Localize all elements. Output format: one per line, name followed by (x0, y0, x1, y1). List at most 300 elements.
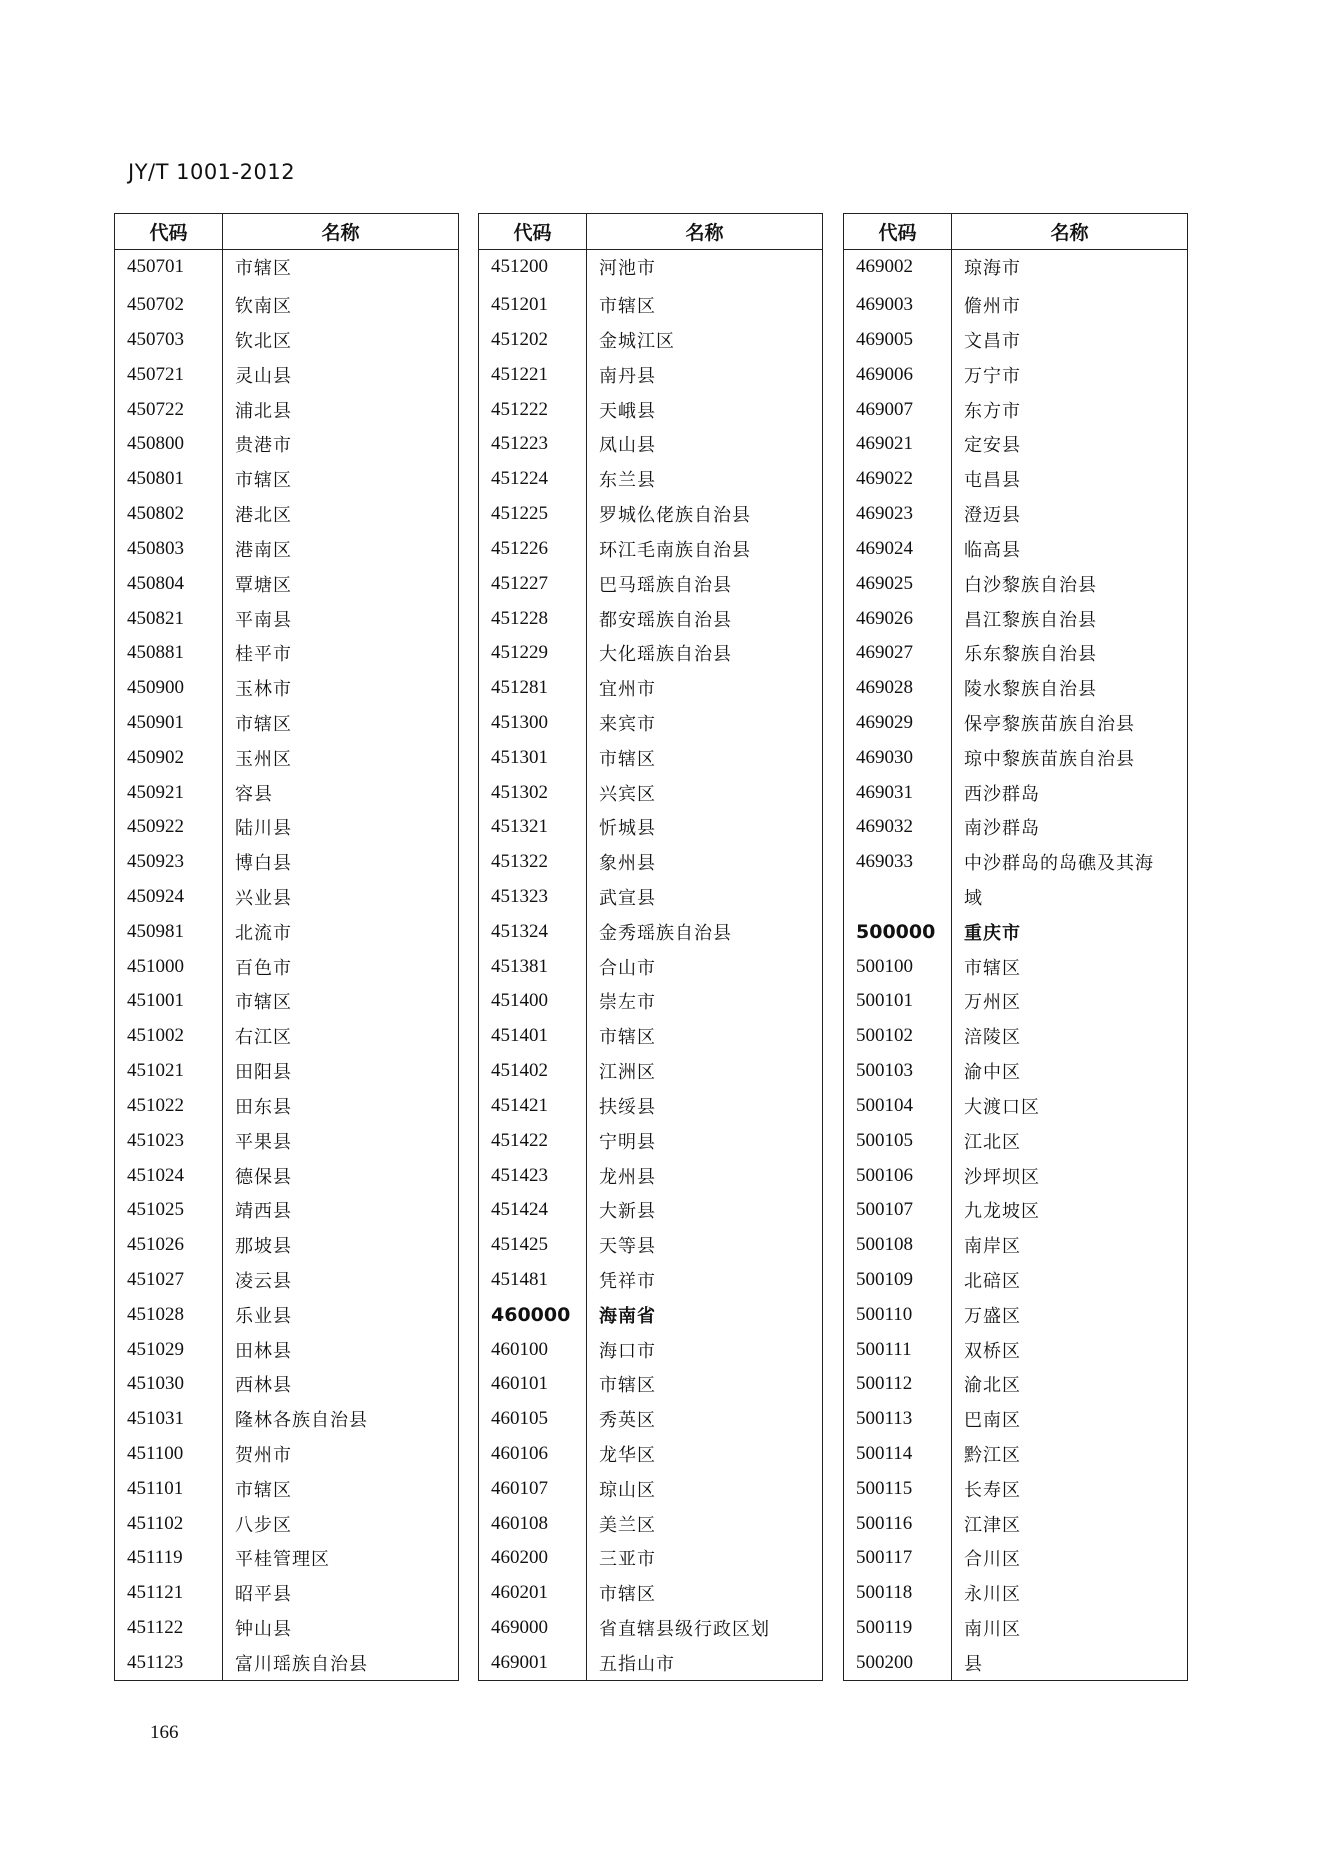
region-code-cell: 500100 (844, 949, 952, 984)
region-code-cell: 451228 (479, 601, 587, 636)
region-code-cell: 451402 (479, 1054, 587, 1089)
region-code-cell: 451026 (115, 1228, 223, 1263)
region-name-cell: 容县 (235, 783, 273, 805)
region-name-cell: 天等县 (599, 1236, 656, 1258)
region-code-cell: 500111 (844, 1332, 952, 1367)
region-name-cell: 市辖区 (599, 1584, 656, 1606)
region-code-cell: 469007 (844, 392, 952, 427)
table-row (844, 1054, 1187, 1089)
table-row (479, 1019, 822, 1054)
region-name-cell: 平南县 (235, 609, 292, 631)
region-name-cell: 凌云县 (235, 1270, 292, 1292)
region-name-cell: 巴马瑶族自治县 (599, 574, 732, 596)
table-row (479, 1367, 822, 1402)
table-row (479, 880, 822, 915)
region-name-cell: 秀英区 (599, 1410, 656, 1432)
region-name-cell: 白沙黎族自治县 (964, 574, 1097, 596)
table-row (844, 392, 1187, 427)
region-code-cell: 451201 (479, 285, 587, 323)
region-code-cell: 450801 (115, 462, 223, 497)
region-name-cell: 靖西县 (235, 1201, 292, 1223)
table-row (844, 706, 1187, 741)
region-name-cell: 河池市 (599, 258, 656, 280)
region-code-cell: 451400 (479, 984, 587, 1019)
table-row (479, 845, 822, 880)
column-header-name: 名称 (223, 214, 459, 250)
table-row (479, 1576, 822, 1611)
region-code-cell: 469001 (479, 1646, 587, 1681)
region-name-cell: 玉州区 (235, 748, 292, 770)
region-code-cell: 460105 (479, 1402, 587, 1437)
region-name-cell: 市辖区 (599, 748, 656, 770)
table-row (844, 1471, 1187, 1506)
table-row (479, 1089, 822, 1124)
table-row (115, 914, 458, 949)
region-name-cell: 乐业县 (235, 1305, 292, 1327)
region-name-cell: 东方市 (964, 400, 1021, 422)
region-name-cell: 巴南区 (964, 1410, 1021, 1432)
region-name-cell: 北流市 (235, 922, 292, 944)
region-code-cell: 451028 (115, 1297, 223, 1332)
table-row (115, 1054, 458, 1089)
region-code-cell: 451302 (479, 775, 587, 810)
table-row (115, 775, 458, 810)
region-code-cell: 450902 (115, 740, 223, 775)
region-code-cell: 451229 (479, 636, 587, 671)
table-row (844, 323, 1187, 358)
region-code-cell: 451401 (479, 1019, 587, 1054)
region-code-cell: 500118 (844, 1576, 952, 1611)
table-row (115, 462, 458, 497)
table-row (479, 1646, 822, 1681)
table-row (844, 601, 1187, 636)
table-row (115, 671, 458, 706)
region-name-cell: 天峨县 (599, 400, 656, 422)
region-name-cell: 儋州市 (964, 296, 1021, 318)
region-code-cell: 450803 (115, 532, 223, 567)
table-row (115, 1402, 458, 1437)
table-row (115, 636, 458, 671)
region-name-cell: 那坡县 (235, 1236, 292, 1258)
region-code-cell: 500114 (844, 1437, 952, 1472)
region-code-cell: 469027 (844, 636, 952, 671)
table-row (479, 1193, 822, 1228)
region-code-cell: 450804 (115, 566, 223, 601)
region-code-cell: 451022 (115, 1089, 223, 1124)
table-row (479, 914, 822, 949)
region-code-cell: 500108 (844, 1228, 952, 1263)
page-number: 166 (150, 1722, 179, 1743)
table-row (479, 1228, 822, 1263)
region-code-cell: 450722 (115, 392, 223, 427)
region-code-cell: 469006 (844, 357, 952, 392)
region-name-cell: 合山市 (599, 957, 656, 979)
table-row (844, 740, 1187, 775)
table-row (844, 1611, 1187, 1646)
region-code-cell: 460100 (479, 1332, 587, 1367)
region-name-cell: 南岸区 (964, 1236, 1021, 1258)
region-code-cell: 500119 (844, 1611, 952, 1646)
region-name-cell: 海南省 (599, 1305, 656, 1327)
region-code-cell: 469002 (844, 250, 952, 285)
table-row (115, 566, 458, 601)
region-name-cell: 金秀瑶族自治县 (599, 922, 732, 944)
region-name-cell: 市辖区 (235, 1479, 292, 1501)
region-name-cell: 定安县 (964, 435, 1021, 457)
region-name-cell: 浦北县 (235, 400, 292, 422)
table-row (479, 250, 822, 285)
region-name-cell: 临高县 (964, 539, 1021, 561)
region-code-cell: 451023 (115, 1123, 223, 1158)
region-code-cell: 469003 (844, 285, 952, 323)
table-row (479, 532, 822, 567)
region-name-cell: 都安瑶族自治县 (599, 609, 732, 631)
table-row (115, 357, 458, 392)
table-row (844, 1367, 1187, 1402)
table-row (115, 1541, 458, 1576)
region-name-cell: 美兰区 (599, 1514, 656, 1536)
region-code-cell: 451423 (479, 1158, 587, 1193)
region-code-cell: 451223 (479, 427, 587, 462)
region-name-cell: 双桥区 (964, 1340, 1021, 1362)
region-code-cell: 451024 (115, 1158, 223, 1193)
region-name-cell: 右江区 (235, 1027, 292, 1049)
region-name-cell: 环江毛南族自治县 (599, 539, 751, 561)
table-row (844, 636, 1187, 671)
table-row (479, 497, 822, 532)
region-name-cell: 钦北区 (235, 331, 292, 353)
region-code-cell: 451226 (479, 532, 587, 567)
table-row (844, 671, 1187, 706)
region-name-cell: 崇左市 (599, 992, 656, 1014)
table-row (479, 1158, 822, 1193)
table-row (479, 1437, 822, 1472)
region-code-cell: 451224 (479, 462, 587, 497)
region-name-cell: 陵水黎族自治县 (964, 679, 1097, 701)
region-name-cell: 港南区 (235, 539, 292, 561)
region-name-cell: 覃塘区 (235, 574, 292, 596)
table-row (844, 880, 1187, 915)
region-name-cell: 黔江区 (964, 1445, 1021, 1467)
table-row (115, 392, 458, 427)
table-row (115, 1437, 458, 1472)
region-code-cell: 450981 (115, 914, 223, 949)
region-code-cell: 450802 (115, 497, 223, 532)
region-name-cell: 海口市 (599, 1340, 656, 1362)
region-code-cell: 500116 (844, 1506, 952, 1541)
region-name-cell: 渝中区 (964, 1062, 1021, 1084)
region-name-cell: 平桂管理区 (235, 1549, 330, 1571)
table-row (479, 392, 822, 427)
region-code-cell: 450881 (115, 636, 223, 671)
table-row (115, 1332, 458, 1367)
table-row (115, 984, 458, 1019)
table-row (115, 1263, 458, 1298)
region-name-cell: 合川区 (964, 1549, 1021, 1571)
region-code-cell: 451102 (115, 1506, 223, 1541)
table-row (844, 845, 1187, 880)
region-code-cell: 451381 (479, 949, 587, 984)
table-row (844, 357, 1187, 392)
region-name-cell: 龙州县 (599, 1166, 656, 1188)
table-row (844, 984, 1187, 1019)
region-name-cell: 田东县 (235, 1096, 292, 1118)
table-row (115, 285, 458, 323)
region-code-cell: 460108 (479, 1506, 587, 1541)
region-name-cell: 钟山县 (235, 1619, 292, 1641)
region-name-cell: 江津区 (964, 1514, 1021, 1536)
region-code-cell: 460107 (479, 1471, 587, 1506)
table-row (844, 914, 1187, 949)
region-code-cell: 451122 (115, 1611, 223, 1646)
table-row (115, 532, 458, 567)
region-name-cell: 沙坪坝区 (964, 1166, 1040, 1188)
region-name-cell: 昭平县 (235, 1584, 292, 1606)
region-name-cell: 贺州市 (235, 1445, 292, 1467)
table-row (115, 706, 458, 741)
region-name-cell: 东兰县 (599, 470, 656, 492)
region-name-cell: 南丹县 (599, 365, 656, 387)
region-code-cell: 450924 (115, 880, 223, 915)
table-row (479, 566, 822, 601)
region-name-cell: 大化瑶族自治县 (599, 644, 732, 666)
region-code-cell: 451421 (479, 1089, 587, 1124)
table-row (479, 1263, 822, 1298)
column-header-name: 名称 (587, 214, 823, 250)
table-row (844, 532, 1187, 567)
region-name-cell: 西林县 (235, 1375, 292, 1397)
region-code-cell: 451424 (479, 1193, 587, 1228)
table-row (115, 1089, 458, 1124)
region-name-cell: 富川瑶族自治县 (235, 1653, 368, 1675)
region-name-cell: 琼山区 (599, 1479, 656, 1501)
table-row (844, 462, 1187, 497)
table-row (844, 1506, 1187, 1541)
region-code-cell: 451101 (115, 1471, 223, 1506)
table-row (115, 601, 458, 636)
region-code-cell: 500101 (844, 984, 952, 1019)
region-code-cell: 451202 (479, 323, 587, 358)
region-code-cell: 451425 (479, 1228, 587, 1263)
region-code-cell: 451322 (479, 845, 587, 880)
table-row (115, 1158, 458, 1193)
region-code-cell: 469026 (844, 601, 952, 636)
table-row (479, 1297, 822, 1332)
table-row (115, 845, 458, 880)
table-row (479, 636, 822, 671)
table-row (479, 427, 822, 462)
table-row (115, 1193, 458, 1228)
table-row (844, 1123, 1187, 1158)
region-code-cell: 500117 (844, 1541, 952, 1576)
region-name-cell: 中沙群岛的岛礁及其海 (964, 853, 1154, 875)
region-code-cell: 451121 (115, 1576, 223, 1611)
table-row (115, 740, 458, 775)
region-name-cell: 屯昌县 (964, 470, 1021, 492)
region-name-cell: 乐东黎族自治县 (964, 644, 1097, 666)
table-row (115, 810, 458, 845)
region-code-cell: 500104 (844, 1089, 952, 1124)
region-code-cell: 450702 (115, 285, 223, 323)
region-name-cell: 长寿区 (964, 1479, 1021, 1501)
table-row (479, 1123, 822, 1158)
region-code-cell: 469025 (844, 566, 952, 601)
region-code-cell: 450821 (115, 601, 223, 636)
table-row (844, 1297, 1187, 1332)
region-name-cell: 万州区 (964, 992, 1021, 1014)
region-name-cell: 江北区 (964, 1131, 1021, 1153)
region-code-cell: 451225 (479, 497, 587, 532)
region-name-cell: 文昌市 (964, 331, 1021, 353)
table-row (479, 671, 822, 706)
region-code-cell: 469030 (844, 740, 952, 775)
table-row (115, 497, 458, 532)
column-header-name: 名称 (952, 214, 1188, 250)
region-code-cell: 450800 (115, 427, 223, 462)
region-code-cell: 451481 (479, 1263, 587, 1298)
region-name-cell: 重庆市 (964, 922, 1021, 944)
region-code-cell: 469021 (844, 427, 952, 462)
region-name-cell: 宜州市 (599, 679, 656, 701)
region-name-cell: 兴宾区 (599, 783, 656, 805)
table-row (115, 1019, 458, 1054)
region-name-cell: 省直辖县级行政区划 (599, 1619, 770, 1641)
table-row (115, 1506, 458, 1541)
region-name-cell: 琼中黎族苗族自治县 (964, 748, 1135, 770)
table-row (115, 1123, 458, 1158)
table-row (115, 1611, 458, 1646)
region-name-cell: 永川区 (964, 1584, 1021, 1606)
region-code-cell (844, 880, 952, 915)
region-name-cell: 德保县 (235, 1166, 292, 1188)
region-name-cell: 港北区 (235, 505, 292, 527)
region-code-cell: 450701 (115, 250, 223, 285)
region-code-cell: 451281 (479, 671, 587, 706)
region-code-cell: 469029 (844, 706, 952, 741)
region-name-cell: 南川区 (964, 1619, 1021, 1641)
region-name-cell: 琼海市 (964, 258, 1021, 280)
table-row (115, 1297, 458, 1332)
region-code-cell: 500106 (844, 1158, 952, 1193)
code-table-middle (478, 213, 823, 1681)
table-row (115, 250, 458, 285)
column-header-code: 代码 (115, 214, 223, 250)
region-name-cell: 市辖区 (235, 713, 292, 735)
table-row (844, 1437, 1187, 1472)
region-name-cell: 澄迈县 (964, 505, 1021, 527)
region-code-cell: 500110 (844, 1297, 952, 1332)
region-name-cell: 宁明县 (599, 1131, 656, 1153)
table-row (844, 810, 1187, 845)
region-name-cell: 凭祥市 (599, 1270, 656, 1292)
region-name-cell: 域 (964, 888, 983, 910)
region-name-cell: 罗城仫佬族自治县 (599, 505, 751, 527)
region-name-cell: 昌江黎族自治县 (964, 609, 1097, 631)
table-row (844, 1019, 1187, 1054)
table-row (844, 1089, 1187, 1124)
region-name-cell: 大新县 (599, 1201, 656, 1223)
region-name-cell: 八步区 (235, 1514, 292, 1536)
table-row (479, 1054, 822, 1089)
region-code-cell: 500115 (844, 1471, 952, 1506)
table-row (844, 1263, 1187, 1298)
region-name-cell: 龙华区 (599, 1445, 656, 1467)
region-name-cell: 市辖区 (599, 1375, 656, 1397)
table-row (479, 706, 822, 741)
region-name-cell: 陆川县 (235, 818, 292, 840)
region-name-cell: 市辖区 (235, 470, 292, 492)
region-code-cell: 451002 (115, 1019, 223, 1054)
table-row (115, 1367, 458, 1402)
region-name-cell: 田林县 (235, 1340, 292, 1362)
region-code-cell: 450923 (115, 845, 223, 880)
region-name-cell: 田阳县 (235, 1062, 292, 1084)
region-code-cell: 451301 (479, 740, 587, 775)
region-code-cell: 450900 (115, 671, 223, 706)
table-row (479, 1541, 822, 1576)
table-row (844, 1193, 1187, 1228)
region-name-cell: 市辖区 (235, 992, 292, 1014)
region-code-cell: 500103 (844, 1054, 952, 1089)
region-code-cell: 460106 (479, 1437, 587, 1472)
region-code-cell: 469000 (479, 1611, 587, 1646)
region-code-cell: 451321 (479, 810, 587, 845)
region-code-cell: 469024 (844, 532, 952, 567)
region-code-cell: 469022 (844, 462, 952, 497)
region-code-cell: 451021 (115, 1054, 223, 1089)
region-code-cell: 500000 (844, 914, 952, 949)
region-code-cell: 451300 (479, 706, 587, 741)
region-code-cell: 469028 (844, 671, 952, 706)
region-code-cell: 451222 (479, 392, 587, 427)
region-name-cell: 市辖区 (599, 1027, 656, 1049)
region-code-cell: 450921 (115, 775, 223, 810)
region-name-cell: 贵港市 (235, 435, 292, 457)
table-row (844, 775, 1187, 810)
region-code-cell: 451119 (115, 1541, 223, 1576)
table-row (479, 775, 822, 810)
table-row (115, 323, 458, 358)
region-name-cell: 渝北区 (964, 1375, 1021, 1397)
region-code-cell: 451324 (479, 914, 587, 949)
region-code-cell: 460101 (479, 1367, 587, 1402)
region-code-cell: 460200 (479, 1541, 587, 1576)
region-code-cell: 451001 (115, 984, 223, 1019)
region-code-cell: 460201 (479, 1576, 587, 1611)
region-name-cell: 南沙群岛 (964, 818, 1040, 840)
region-name-cell: 三亚市 (599, 1549, 656, 1571)
region-name-cell: 隆林各族自治县 (235, 1410, 368, 1432)
region-name-cell: 凤山县 (599, 435, 656, 457)
region-code-cell: 451000 (115, 949, 223, 984)
region-code-cell: 451200 (479, 250, 587, 285)
region-code-cell: 460000 (479, 1297, 587, 1332)
table-row (479, 462, 822, 497)
region-name-cell: 博白县 (235, 853, 292, 875)
region-name-cell: 万宁市 (964, 365, 1021, 387)
region-code-cell: 500107 (844, 1193, 952, 1228)
region-name-cell: 玉林市 (235, 679, 292, 701)
table-row (115, 427, 458, 462)
region-name-cell: 市辖区 (235, 258, 292, 280)
table-row (479, 357, 822, 392)
table-row (844, 1402, 1187, 1437)
region-name-cell: 保亭黎族苗族自治县 (964, 713, 1135, 735)
region-code-cell: 451100 (115, 1437, 223, 1472)
region-code-cell: 500109 (844, 1263, 952, 1298)
table-row (479, 601, 822, 636)
table-row (115, 949, 458, 984)
